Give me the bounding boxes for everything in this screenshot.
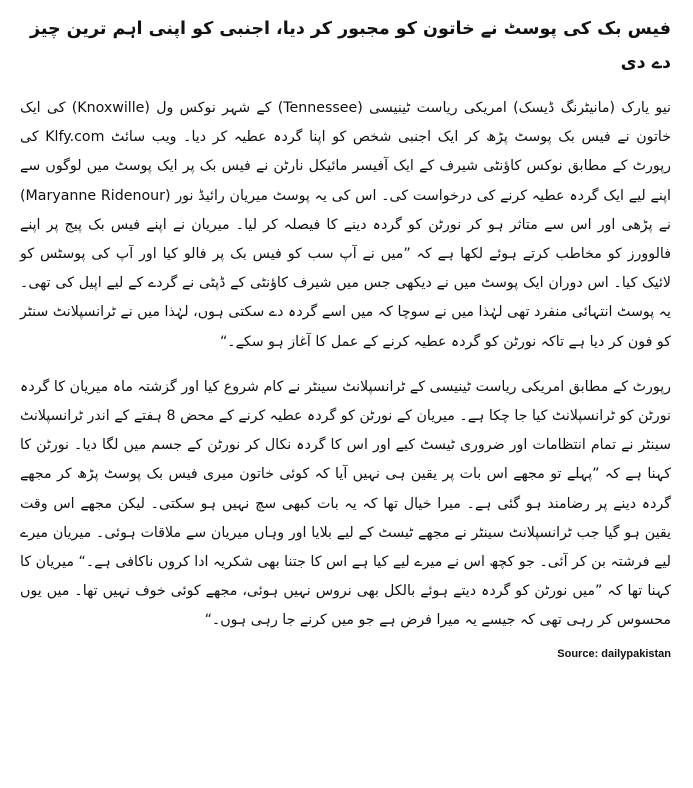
- article-paragraph-2: رپورٹ کے مطابق امریکی ریاست ٹینیسی کے ٹرانسپلانٹ سینٹر نے کام شروع کیا اور گزشتہ ماہ میریان کا گردہ نورٹن کو ٹرانسپلانٹ کیا جا چکا ہے۔ میریان کے نورٹن کو گردہ عطیہ کرنے کے محض 8 ہفتے کے اندر ٹرانسپلانٹ سینٹر نے تمام انتظامات اور ضروری ٹیسٹ کیے اور اس کا گردہ نکال کر نورٹن کے جسم میں لگا دیا۔ نورٹن کا کہنا ہے کہ ”پہلے تو مجھے اس بات پر یقین ہی نہیں آیا کہ کوئی خاتون میری فیس بک پوسٹ پڑھ کر مجھے گردہ دینے پر رضامند ہو گئی ہے۔ میرا خیال تھا کہ یہ بات کبھی سچ نہیں ہو سکتی۔ لیکن مجھے اس وقت یقین ہو گیا جب ٹرانسپلانٹ سینٹر نے مجھے ٹیسٹ کے لیے بلایا اور وہاں میریان سے ملاقات ہوئی۔ میریان میرے لیے فرشتہ بن کر آئی۔ جو کچھ اس نے میرے لیے کیا ہے اس کا جتنا بھی شکریہ ادا کروں ناکافی ہے۔“ میریان کا کہنا تھا کہ ”میں نورٹن کو گردہ دیتے ہوئے بالکل بھی نروس نہیں ہوئی، مجھے کوئی خوف نہیں تھا۔ میں یوں محسوس کر رہی تھی کہ جیسے یہ میرا فرض ہے جو میں کرنے جا رہی ہوں۔“: [20, 378, 671, 629]
- article-headline: فیس بک کی پوسٹ نے خاتون کو مجبور کر دیا، اجنبی کو اپنی اہم ترین چیز دے دی: [29, 19, 671, 73]
- article-paragraph-1: نیو یارک (مانیٹرنگ ڈیسک) امریکی ریاست ٹینیسی (Tennessee) کے شہر نوکس ول (Knoxwille) کی ایک خاتون نے فیس بک پوسٹ پڑھ کر ایک اجنبی شخص کو اپنا گردہ عطیہ کر دیا۔ ویب سائٹ Klfy.com کی رپورٹ کے مطابق نوکس کاؤنٹی شیرف کے ایک آفیسر مائیکل نارٹن نے فیس بک پر ایک پوسٹ میں لوگوں سے اپنے لیے ایک گردہ عطیہ کرنے کی درخواست کی۔ اس کی یہ پوسٹ میریان رائیڈ نور (Maryanne Ridenour) نے پڑھی اور اس سے متاثر ہو کر نورٹن کو گردہ دینے کا فیصلہ کر لیا۔ میریان نے اپنے فیس بک پیج پر اپنے فالوورز کو مخاطب کرتے ہوئے لکھا ہے کہ ”میں نے آپ سب کو فیس بک پر فالو کیا اور آپ کی پوسٹس کو لائیک کیا۔ اس دوران ایک پوسٹ میں نے دیکھی جس میں شیرف کاؤنٹی کے ڈپٹی نے گردے کے لیے اپیل کی تھی۔ یہ پوسٹ انتہائی منفرد تھی لہٰذا میں نے سوچا کہ میں اسے گردہ دے سکتی ہوں، لہٰذا میں نے ٹرانسپلانٹ سنٹر کو فون کر دیا ہے تاکہ نورٹن کو گردہ عطیہ کرنے کے عمل کا آغاز ہو سکے۔“: [20, 100, 671, 350]
- source-credit: Source: dailypakistan: [557, 647, 671, 660]
